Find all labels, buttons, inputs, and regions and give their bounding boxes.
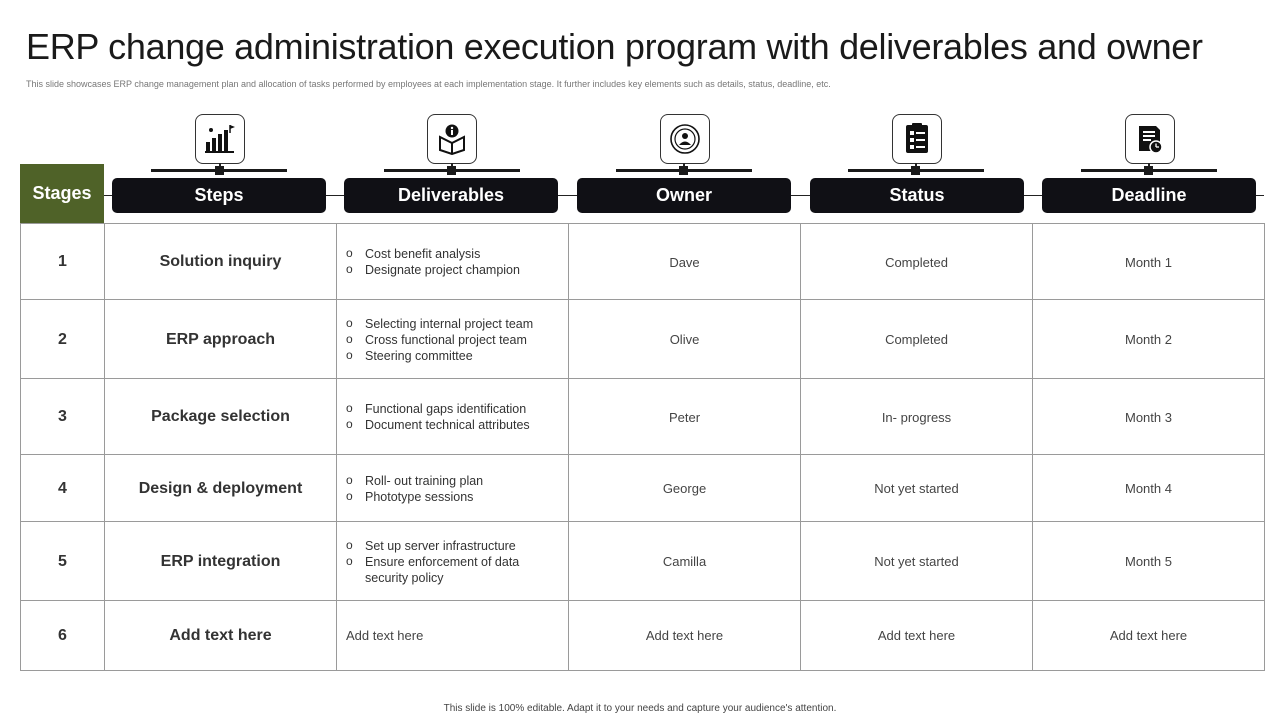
deadline-cell: Month 4 xyxy=(1032,455,1264,522)
deliverables-cell xyxy=(336,601,568,670)
info-box-icon xyxy=(427,114,477,164)
table-row xyxy=(21,600,1264,670)
deliverables-cell xyxy=(336,522,568,601)
owner-cell: Camilla xyxy=(568,522,800,601)
list-item: o Steering committee xyxy=(346,348,533,364)
list-item: o Roll- out training plan xyxy=(346,473,483,489)
step-name: ERP integration xyxy=(104,522,336,601)
deadline-cell: Month 5 xyxy=(1032,522,1264,601)
list-item: o Cost benefit analysis xyxy=(346,246,520,262)
stage-number: 1 xyxy=(58,253,67,270)
table-row xyxy=(21,224,1264,300)
step-name: Package selection xyxy=(104,379,336,455)
header-deliverables: Deliverables xyxy=(344,178,558,213)
status-cell: Completed xyxy=(800,300,1032,379)
table-row xyxy=(21,299,1264,379)
deliverables-list xyxy=(346,316,533,364)
person-badge-icon xyxy=(660,114,710,164)
header-steps: Steps xyxy=(112,178,326,213)
status-cell: In- progress xyxy=(800,379,1032,455)
deliverables-list xyxy=(346,473,483,505)
owner-cell: George xyxy=(568,455,800,522)
deliverables-text: Add text here xyxy=(346,628,424,643)
owner-cell: Olive xyxy=(568,300,800,379)
owner-cell: Add text here xyxy=(568,601,800,670)
list-item: o Ensure enforcement of data xyxy=(346,554,519,570)
page-title: ERP change administration execution program with deliverables and owner xyxy=(26,26,1203,67)
owner-cell: Dave xyxy=(568,224,800,300)
table-row xyxy=(21,521,1264,601)
deliverables-cell xyxy=(336,224,568,300)
icon-dot xyxy=(447,166,456,175)
deadline-cell: Month 2 xyxy=(1032,300,1264,379)
header-status: Status xyxy=(810,178,1024,213)
execution-table xyxy=(20,223,1265,671)
list-item: o Functional gaps identification xyxy=(346,401,530,417)
status-cell: Completed xyxy=(800,224,1032,300)
icon-dot xyxy=(1144,166,1153,175)
header-deadline: Deadline xyxy=(1042,178,1256,213)
deliverables-list xyxy=(346,538,519,586)
step-name: Solution inquiry xyxy=(104,224,336,300)
document-clock-icon xyxy=(1125,114,1175,164)
deadline-cell: Add text here xyxy=(1032,601,1264,670)
deliverables-cell xyxy=(336,455,568,522)
list-item: security policy xyxy=(365,570,444,585)
growth-chart-icon xyxy=(195,114,245,164)
step-name: Add text here xyxy=(104,601,336,670)
deliverables-cell xyxy=(336,379,568,455)
table-row xyxy=(21,454,1264,522)
list-item: o Phototype sessions xyxy=(346,489,483,505)
deliverables-list xyxy=(346,246,520,278)
stage-number: 3 xyxy=(58,408,67,425)
icon-dot xyxy=(215,166,224,175)
list-item: o Designate project champion xyxy=(346,262,520,278)
icon-dot xyxy=(911,166,920,175)
stage-number: 6 xyxy=(58,626,67,644)
footer-note: This slide is 100% editable. Adapt it to your needs and capture your audience's attention. xyxy=(443,703,837,714)
step-name: ERP approach xyxy=(104,300,336,379)
checklist-icon xyxy=(892,114,942,164)
status-cell: Not yet started xyxy=(800,522,1032,601)
owner-cell: Peter xyxy=(568,379,800,455)
deliverables-list xyxy=(346,401,530,433)
list-item: o Selecting internal project team xyxy=(346,316,533,332)
status-cell: Add text here xyxy=(800,601,1032,670)
stage-number: 2 xyxy=(58,330,67,348)
header-stages: Stages xyxy=(20,164,104,223)
deliverables-cell xyxy=(336,300,568,379)
deadline-cell: Month 3 xyxy=(1032,379,1264,455)
header-owner: Owner xyxy=(577,178,791,213)
page-subtitle: This slide showcases ERP change management plan and allocation of tasks performed by employees at each implementation stage. It further includes key elements such as details, status, deadline, etc. xyxy=(26,79,831,89)
step-name: Design & deployment xyxy=(104,455,336,522)
stage-number: 4 xyxy=(58,479,67,497)
list-item: o Document technical attributes xyxy=(346,417,530,433)
list-item: o Cross functional project team xyxy=(346,332,533,348)
list-item: o Set up server infrastructure xyxy=(346,538,519,554)
status-cell: Not yet started xyxy=(800,455,1032,522)
icon-dot xyxy=(679,166,688,175)
table-row xyxy=(21,378,1264,455)
deadline-cell: Month 1 xyxy=(1032,224,1264,300)
stage-number: 5 xyxy=(58,552,67,570)
